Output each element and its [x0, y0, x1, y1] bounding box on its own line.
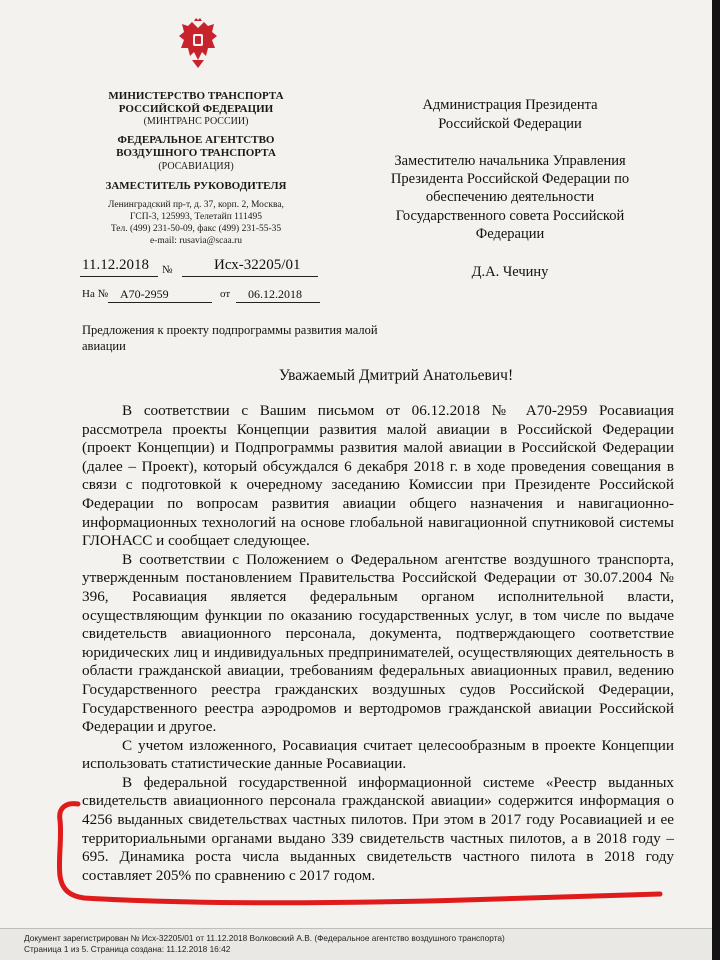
document-footer — [0, 928, 712, 960]
ministry-short-name: (МИНТРАНС РОССИИ) — [143, 116, 249, 127]
footer-page-info: Страница 1 из 5. Страница создана: 11.12.2018 16:42 — [24, 944, 231, 954]
coat-of-arms-icon — [176, 18, 220, 70]
addressee-name: Д.А. Чечину — [471, 264, 549, 280]
addressee-line2: Российской Федерации — [438, 116, 582, 132]
screen-edge — [712, 0, 720, 960]
red-highlight-annotation — [44, 798, 664, 908]
date-underline — [80, 276, 158, 277]
addressee-line4: Президента Российской Федерации по — [390, 171, 630, 187]
reference-from-label: от — [220, 288, 231, 300]
agency-name-line1: ФЕДЕРАЛЬНОЕ АГЕНТСТВО — [117, 134, 275, 146]
agency-name-line2: ВОЗДУШНОГО ТРАНСПОРТА — [116, 147, 276, 159]
number-sign: № — [162, 264, 173, 276]
sender-phone: Тел. (499) 231-50-09, факс (499) 231-55-35 — [110, 224, 282, 234]
reference-number: А70-2959 — [120, 287, 169, 301]
addressee-line1: Администрация Президента — [422, 97, 598, 113]
body-paragraph-2: В соответствии с Положением о Федеральном агентстве воздушного транспорта, утвержденным постановлением Правительства Российской Федерации от 30.07.2004 № 396, Росавиация является федеральным органом исполнительной власти, осуществляющим функции по оказанию государственных услуг, в том числе по выдаче свидетельств авиационного персонала, документа, подтверждающего соответствие юридических лиц и индивидуальных предпринимателей, осуществляющих деятельность в области гражданской авиации, требованиям федеральных авиационных правил, ведению Государственного реестра гражданских воздушных судов Российской Федерации, Государственного реестра аэродромов и вертодромов гражданской авиации Российской Федерации и другое. — [82, 550, 674, 736]
outgoing-number: Исх-32205/01 — [214, 257, 301, 273]
addressee-line5: обеспечению деятельности — [425, 189, 595, 205]
number-underline — [182, 276, 318, 277]
reference-label: На № — [82, 288, 109, 300]
reference-date-underline — [236, 302, 320, 303]
letter-subject: Предложения к проекту подпрограммы развития малой авиации — [82, 323, 378, 353]
addressee-line7: Федерации — [475, 226, 545, 242]
body-paragraph-4: В федеральной государственной информационной системе «Реестр выданных свидетельств авиационного персонала гражданской авиации» содержится информация о 4256 выданных свидетельствах частных пилотов. При этом в 2017 году Росавиацией и ее территориальными органами выдано 339 свидетельств частных пилотов, а в 2018 году – 695. Динамика роста числа выданных свидетельств частного пилота в 2018 году составляет 205% по сравнению с 2017 годом. — [82, 773, 674, 884]
sender-address-line2: ГСП-3, 125993, Телетайп 111495 — [130, 212, 262, 222]
sender-position: ЗАМЕСТИТЕЛЬ РУКОВОДИТЕЛЯ — [105, 180, 287, 192]
outgoing-date: 11.12.2018 — [82, 257, 149, 273]
agency-short-name: (РОСАВИАЦИЯ) — [158, 161, 234, 172]
ministry-name-line1: МИНИСТЕРСТВО ТРАНСПОРТА — [108, 90, 284, 102]
addressee-line3: Заместителю начальника Управления — [394, 153, 626, 169]
body-paragraph-1: В соответствии с Вашим письмом от 06.12.2018 № А70-2959 Росавиация рассмотрела проекты Концепции развития малой авиации в Российской Федерации (проект Концепции) и Подпрограммы развития малой авиации в Российской Федерации (далее – Проект), который обсуждался 6 декабря 2018 г. в ходе проведения совещания в связи с подготовкой к очередному заседанию Комиссии при Президенте Российской Федерации по вопросам развития авиации общего назначения и навигационно-информационных технологий на основе глобальной навигационной спутниковой системы ГЛОНАСС и сообщает следующее. — [82, 402, 674, 550]
addressee-line6: Государственного совета Российской — [395, 208, 625, 224]
footer-registration: Документ зарегистрирован № Исх-32205/01 от 11.12.2018 Волковский А.В. (Федеральное агентство воздушного транспорта) — [24, 933, 505, 943]
reference-date: 06.12.2018 — [248, 287, 302, 301]
body-paragraph-3: С учетом изложенного, Росавиация считает целесообразным в проекте Концепции использовать статистические данные Росавиации. — [82, 736, 674, 773]
reference-underline — [108, 302, 212, 303]
salutation: Уважаемый Дмитрий Анатольевич! — [278, 367, 514, 384]
ministry-name-line2: РОССИЙСКОЙ ФЕДЕРАЦИИ — [118, 103, 274, 115]
sender-email: e-mail: rusavia@scaa.ru — [149, 236, 243, 246]
sender-address-line1: Ленинградский пр-т, д. 37, корп. 2, Москва, — [108, 200, 284, 210]
